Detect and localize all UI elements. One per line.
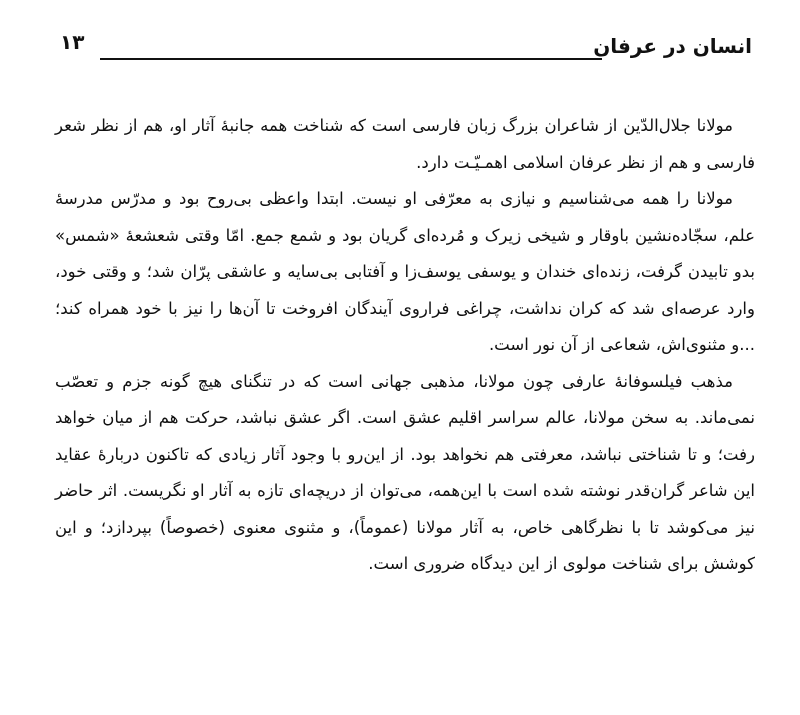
page-header	[60, 28, 752, 68]
paragraph-2: مولانا را همه می‌شناسیم و نیازی به معرّفی او نیست. ابتدا واعظی بی‌روح بود و مدرّس مدرسۀ علم، سجّاده‌نشین باوقار و شیخی زیرک و مُرده‌ای گریان بود و شمع جمع. امّا وقتی شعشعۀ «شمس» بدو تابیدن گرفت، زنده‌ای خندان و یوسفی یوسف‌زا و آفتابی بی‌سایه و عاشقی پرّان شد؛ و وقتی خود، وارد عرصه‌ای شد که کران نداشت، چراغی فراروی آیندگان افروخت تا آن‌ها را نیز با خود همراه کند؛ ...و مثنوی‌اش، شعاعی از آن نور است.	[55, 189, 755, 354]
header-rule	[100, 58, 602, 60]
running-title: انسان در عرفان	[593, 34, 752, 58]
paragraph-1: مولانا جلال‌الدّین از شاعران بزرگ زبان فارسی است که شناخت همه جانبۀ آثار او، هم از نظر شعر فارسی و هم از نظر عرفان اسلامی اهمـیّـت دارد.	[55, 116, 755, 172]
paragraph-3: مذهب فیلسوفانۀ عارفی چون مولانا، مذهبی جهانی است که در تنگنای هیچ گونه جزم و تعصّب نمی‌ماند. به سخن مولانا، عالم سراسر اقلیم عشق است. اگر عشق نباشد، حرکت هم از میان خواهد رفت؛ و تا شناختی نباشد، معرفتی هم نخواهد بود. از این‌رو با وجود آثار زیادی که تاکنون دربارۀ عقاید این شاعر گران‌قدر نوشته شده است با این‌همه، می‌توان از دریچه‌ای تازه به آثار او نگریست. اثر حاضر نیز می‌کوشد تا با نظرگاهی خاص، به آثار مولانا (عموماً)، و مثنوی معنوی (خصوصاً) بپردازد؛ و این کوشش برای شناخت مولوی از این دیدگاه ضروری است.	[55, 371, 755, 573]
body-text	[55, 108, 755, 583]
page-number: ۱۳	[60, 30, 85, 54]
